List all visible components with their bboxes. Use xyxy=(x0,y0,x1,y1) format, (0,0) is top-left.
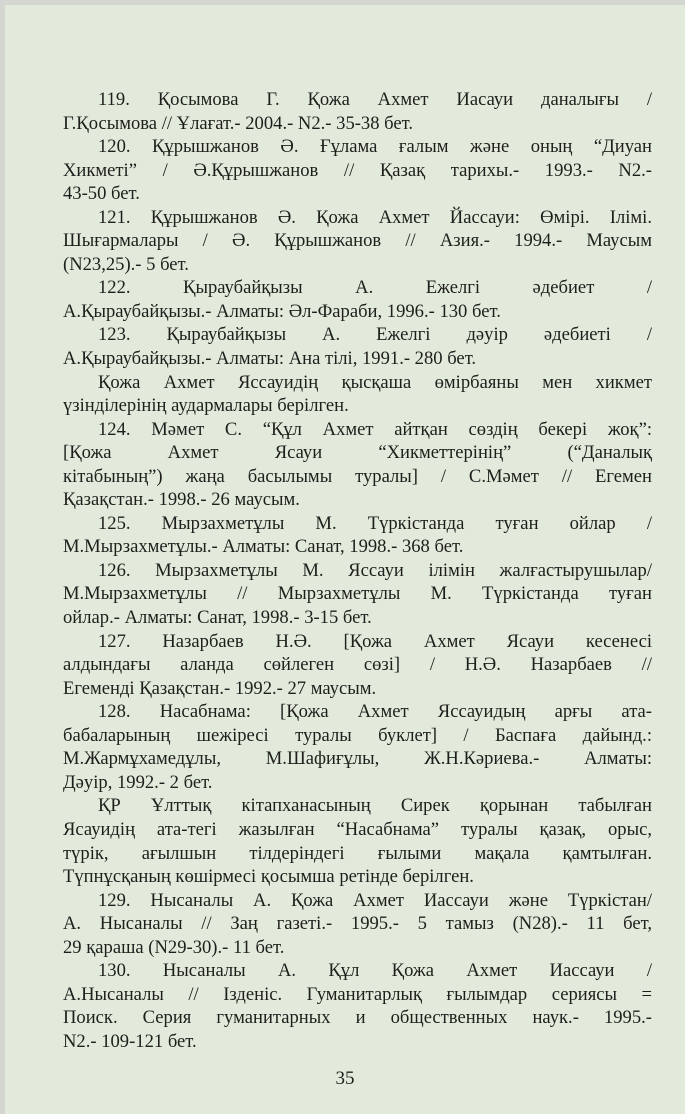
entry-line: 121. Құрышжанов Ә. Қожа Ахмет Йассауи: Өмірі. Ілімі. xyxy=(98,206,652,228)
entry-line: алдындағы аланда сөйлеген сөзі] / Н.Ә. Назарбаев // xyxy=(63,654,652,676)
entry-line: 130. Нысаналы А. Құл Қожа Ахмет Иассауи / xyxy=(98,960,652,982)
bibliography-entry xyxy=(63,418,652,512)
page-number: 35 xyxy=(335,1068,355,1089)
bibliography-entry xyxy=(63,630,652,701)
entry-line: Ясауидің ата-тегі жазылған “Насабнама” туралы қазақ, орыс, xyxy=(63,818,652,840)
entry-line: 124. Мәмет С. “Құл Ахмет айтқан сөздің бекері жоқ”: xyxy=(98,418,652,440)
entry-line: 43-50 бет. xyxy=(63,183,140,205)
entry-line: М.Жармұхамедұлы, М.Шафиғұлы, Ж.Н.Кәриева.- Алматы: xyxy=(63,748,652,770)
bibliography-entry xyxy=(63,794,652,888)
entry-line: А.Қыраубайқызы.- Алматы: Ана тілі, 1991.- 280 бет. xyxy=(63,348,477,370)
entry-line: [Қожа Ахмет Ясауи “Хикметтерінің” (“Даналық xyxy=(63,442,652,464)
entry-line: 129. Нысаналы А. Қожа Ахмет Иассауи және Түркістан/ xyxy=(98,889,652,911)
entry-line: 122. Қыраубайқызы А. Ежелгі әдебиет / xyxy=(98,277,652,299)
entry-line: Егеменді Қазақстан.- 1992.- 27 маусым. xyxy=(63,677,377,699)
entry-line: Қазақстан.- 1998.- 26 маусым. xyxy=(63,489,300,511)
entry-line: А.Қыраубайқызы.- Алматы: Әл-Фараби, 1996.- 130 бет. xyxy=(63,300,501,322)
entry-line: түрік, ағылшын тілдеріндегі ғылыми мақала қамтылған. xyxy=(63,842,652,864)
entry-line: Қожа Ахмет Яссауидің қысқаша өмірбаяны мен хикмет xyxy=(98,371,652,393)
entry-line: үзінділерінің аудармалары берілген. xyxy=(63,395,349,417)
entry-line: Түпнұсқаның көшірмесі қосымша ретінде берілген. xyxy=(63,866,474,888)
entry-line: 123. Қыраубайқызы А. Ежелгі дәуір әдебиеті / xyxy=(98,324,652,346)
bibliography-entry xyxy=(63,559,652,630)
entry-line: ойлар.- Алматы: Санат, 1998.- 3-15 бет. xyxy=(63,607,372,629)
entry-line: 126. Мырзахметұлы М. Яссауи ілімін жалғастырушылар/ xyxy=(98,559,652,581)
entry-line: А.Нысаналы // Ізденіс. Гуманитарлық ғылымдар сериясы = xyxy=(63,983,652,1005)
entry-line: кітабының”) жаңа басылымы туралы] / С.Мәмет // Егемен xyxy=(63,465,652,487)
bibliography-entry xyxy=(63,135,652,206)
bibliography-entry xyxy=(63,889,652,960)
entry-line: 29 қараша (N29-30).- 11 бет. xyxy=(63,936,285,958)
bibliography-text xyxy=(63,88,652,1053)
entry-line: Поиск. Серия гуманитарных и общественных наук.- 1995.- xyxy=(63,1007,652,1029)
bibliography-entry xyxy=(63,959,652,1053)
entry-line: Хикметі” / Ә.Құрышжанов // Қазақ тарихы.- 1993.- N2.- xyxy=(63,159,652,181)
entry-line: 120. Құрышжанов Ә. Ғұлама ғалым және оның “Диуан xyxy=(98,136,652,158)
entry-line: 125. Мырзахметұлы М. Түркістанда туған ойлар / xyxy=(98,512,652,534)
entry-line: М.Мырзахметұлы // Мырзахметұлы М. Түркістанда туған xyxy=(63,583,652,605)
bibliography-entry xyxy=(63,700,652,794)
entry-line: М.Мырзахметұлы.- Алматы: Санат, 1998.- 368 бет. xyxy=(63,536,464,558)
entry-line: А. Нысаналы // Заң газеті.- 1995.- 5 тамыз (N28).- 11 бет, xyxy=(63,913,652,935)
entry-line: бабаларының шежіресі туралы буклет] / Баспаға дайынд.: xyxy=(63,724,652,746)
entry-line: N2.- 109-121 бет. xyxy=(63,1030,197,1052)
bibliography-entry xyxy=(63,512,652,559)
bibliography-entry xyxy=(63,88,652,135)
book-page xyxy=(5,5,685,1114)
bibliography-entry xyxy=(63,206,652,277)
entry-line: (N23,25).- 5 бет. xyxy=(63,253,189,275)
entry-line: 119. Қосымова Г. Қожа Ахмет Иасауи даналығы / xyxy=(98,89,652,110)
entry-line: 128. Насабнама: [Қожа Ахмет Яссауидың арғы ата- xyxy=(98,701,652,723)
entry-line: Г.Қосымова // Ұлағат.- 2004.- N2.- 35-38 бет. xyxy=(63,112,414,134)
entry-line: Дәуір, 1992.- 2 бет. xyxy=(63,771,213,793)
entry-line: Шығармалары / Ә. Құрышжанов // Азия.- 1994.- Маусым xyxy=(63,230,652,252)
bibliography-entry xyxy=(63,276,652,323)
entry-line: 127. Назарбаев Н.Ә. [Қожа Ахмет Ясауи кесенесі xyxy=(98,630,652,652)
bibliography-entry xyxy=(63,371,652,418)
entry-line: ҚР Ұлттық кітапханасының Сирек қорынан табылған xyxy=(98,795,652,817)
bibliography-entry xyxy=(63,323,652,370)
